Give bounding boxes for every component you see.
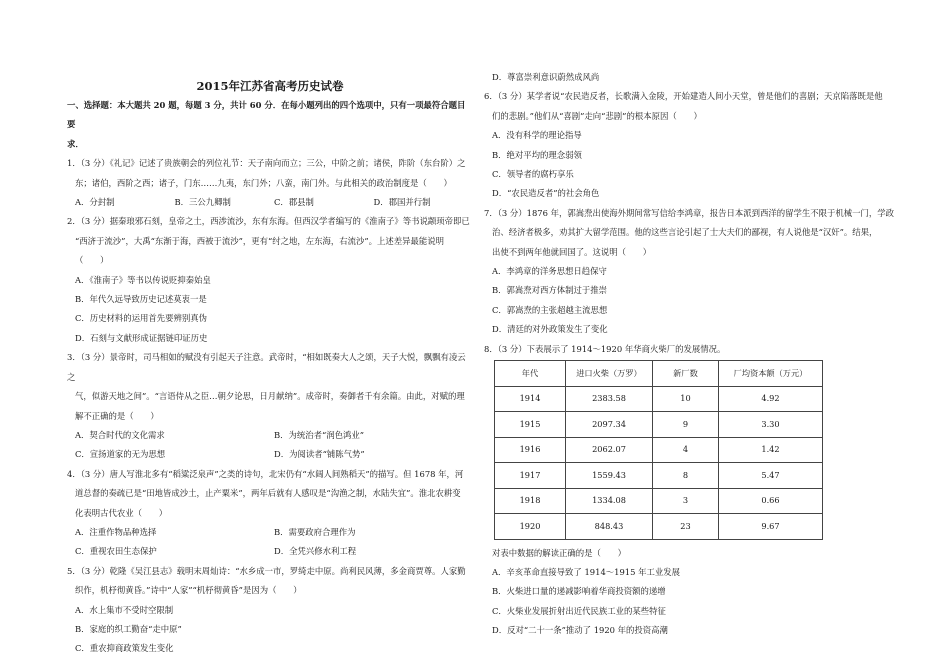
table-header-cell: 新厂数 bbox=[653, 361, 719, 387]
table-cell: 8 bbox=[653, 463, 719, 489]
answer-option: A．水上集市不受时空限制 bbox=[75, 604, 174, 615]
table-header-cell: 年代 bbox=[495, 361, 566, 387]
table-row bbox=[495, 488, 823, 514]
option-list bbox=[67, 271, 473, 349]
table-header-cell: 厂均资本额（万元） bbox=[719, 361, 823, 387]
question-stem-line: 解不正确的是（ ） bbox=[75, 410, 159, 421]
option-list bbox=[484, 126, 908, 204]
question-stem-line: 3．（3 分）景帝时，司马相如的赋没有引起天子注意。武帝时，“相如既奏大人之颂，天子大悦，飘飘有凌云之 bbox=[67, 352, 466, 382]
answer-option: B．需要政府合理作为 bbox=[274, 526, 356, 537]
question-8-options bbox=[484, 563, 908, 641]
table-header-cell: 进口火柴（万罗） bbox=[566, 361, 653, 387]
answer-option: C．重农抑商政策发生变化 bbox=[75, 643, 174, 654]
question-stem-line: 1．（3 分）《礼记》记述了贵族朝会的列位礼节：天子南向而立；三公，中阶之前；诸侯，阼阶（东台阶）之 bbox=[67, 158, 466, 169]
question-stem-line: 织作，机杼彻黄昏。”诗中“人家”“机杼彻黄昏”是因为（ ） bbox=[75, 585, 302, 596]
table-cell: 848.43 bbox=[566, 514, 653, 540]
right-column bbox=[484, 0, 908, 641]
table-cell: 23 bbox=[653, 514, 719, 540]
question-left_questions-3 bbox=[67, 465, 473, 562]
table-cell: 1915 bbox=[495, 412, 566, 438]
table-cell: 1.42 bbox=[719, 437, 823, 463]
table-body bbox=[495, 386, 823, 539]
answer-option: B．家庭的织工勤奋“走中原” bbox=[75, 623, 182, 634]
section-heading-cont: 求． bbox=[67, 138, 84, 149]
answer-option: C．火柴业发展折射出近代民族工业的某些特征 bbox=[492, 605, 666, 616]
answer-option: A．辛亥革命直接导致了 1914～1915 年工业发展 bbox=[492, 567, 680, 577]
table-row bbox=[495, 463, 823, 489]
answer-option: D．“农民造反者”的社会角色 bbox=[492, 188, 600, 199]
question-stem-line: 7．（3 分）1876 年，郭嵩焘出使海外期间常写信给李鸿章，报告日本派到西洋的留学生不限于机械一门，学政 bbox=[484, 207, 894, 218]
question-stem-line: 化表明古代农业（ ） bbox=[75, 507, 168, 518]
answer-option: A．契合时代的文化需求 bbox=[75, 429, 165, 440]
answer-option: C．郡县制 bbox=[274, 197, 314, 208]
table-cell: 1559.43 bbox=[566, 463, 653, 489]
question-stem-line: 道总督的奏疏已是“田地皆成沙土，止产粟米”，两年后就有人感叹是“沟渔之制，水陆失宜”。淮北农耕变 bbox=[75, 488, 461, 499]
answer-option: B．三公九卿制 bbox=[174, 197, 231, 208]
answer-option: C．领导者的腐朽享乐 bbox=[492, 169, 574, 180]
question-stem-line: 4．（3 分）唐人写淮北多有“稻粱泛泉声”之类的诗句，北宋仍有“水阔人间熟稻天”的描写。但 1678 年，河 bbox=[67, 468, 464, 479]
question-stem-line: “西济于流沙”，大禹“东渐于海，西被于流沙”，更有“纣之地，左东海，右流沙”。上述差异最能说明 bbox=[75, 235, 445, 246]
table-cell: 5.47 bbox=[719, 463, 823, 489]
table-cell: 1918 bbox=[495, 488, 566, 514]
option-list bbox=[67, 426, 473, 465]
answer-option: B．郭嵩焘对西方体制过于推崇 bbox=[492, 285, 608, 296]
answer-option: A．没有科学的理论指导 bbox=[492, 130, 582, 141]
answer-option: B．年代久远导致历史记述莫衷一是 bbox=[75, 294, 207, 305]
question-stem-line: 东；诸伯，西阶之西；诸子，门东……九夷，东门外；八蛮，南门外。与此相关的政治制度是（ ） bbox=[75, 177, 452, 188]
answer-option: D．反对“二十一条”推动了 1920 年的投资高潮 bbox=[492, 625, 668, 636]
right-question-list bbox=[484, 87, 908, 339]
question-stem-line: 气，似游天地之间”。“言语侍从之臣…朝夕论思，日月献纳”。成帝时，奏御者千有余篇。由此，对赋的理 bbox=[75, 391, 465, 402]
question-left_questions-4 bbox=[67, 562, 473, 659]
table-header-row bbox=[495, 361, 823, 387]
section-heading: 一、选择题：本大题共 20 题，每题 3 分，共计 60 分．在每小题列出的四个选项中，只有一项最符合题目要 bbox=[67, 100, 466, 130]
table-row bbox=[495, 386, 823, 412]
question-stem-line: 出使不到两年他就回国了。这说明（ ） bbox=[492, 246, 652, 257]
table-cell: 2062.07 bbox=[566, 437, 653, 463]
option-list bbox=[484, 262, 908, 340]
answer-option: A．分封制 bbox=[75, 197, 115, 208]
question-8 bbox=[484, 340, 908, 641]
table-row bbox=[495, 437, 823, 463]
question-stem-line: 治、经济者极多，劝其扩大留学范围。他的这些言论引起了士大夫们的鄙视，有人说他是“汉奸”。结果， bbox=[492, 227, 878, 238]
table-cell: 1916 bbox=[495, 437, 566, 463]
option-list bbox=[67, 193, 473, 212]
table-cell: 0.66 bbox=[719, 488, 823, 514]
question-left_questions-2 bbox=[67, 348, 473, 464]
table-cell: 1334.08 bbox=[566, 488, 653, 514]
match-factory-table bbox=[494, 360, 823, 540]
answer-option: C．重视农田生态保护 bbox=[75, 546, 157, 557]
table-cell: 3 bbox=[653, 488, 719, 514]
table-row bbox=[495, 514, 823, 540]
answer-option: A．《淮南子》等书以传说贬抑秦始皇 bbox=[75, 274, 211, 285]
question-left_questions-1 bbox=[67, 212, 473, 348]
question-stem-line: 5．（3 分）乾隆《吴江县志》载明末周灿诗：“水乡成一市，罗绮走中原。尚利民风薄，多金商贾尊。人家勤 bbox=[67, 565, 466, 576]
answer-option: D．石刻与文献形成证据链印证历史 bbox=[75, 332, 208, 343]
table-cell: 1917 bbox=[495, 463, 566, 489]
answer-option: D．为阅读者“铺陈气势” bbox=[274, 449, 365, 460]
answer-option: B．绝对平均的理念弱领 bbox=[492, 149, 582, 160]
option-d-q5: D．尊富崇利意识蔚然成风尚 bbox=[492, 72, 600, 82]
question-right_questions-0 bbox=[484, 87, 908, 203]
table-cell: 9 bbox=[653, 412, 719, 438]
question-stem-line: （ ） bbox=[75, 255, 109, 266]
question-stem-line: 2．（3 分）据秦琅邪石刻，皇帝之土，西涉流沙，东有东海。但西汉学者编写的《淮南子》等书说颛顼帝即已 bbox=[67, 216, 470, 227]
table-cell: 2383.58 bbox=[566, 386, 653, 412]
question-stem-line: 6．（3 分）某学者说“农民造反者，长歌满入金陵，开始建造人间小天堂，曾是他们的喜剧；天京陷落既是他 bbox=[484, 91, 883, 102]
table-cell: 3.30 bbox=[719, 412, 823, 438]
table-cell: 2097.34 bbox=[566, 412, 653, 438]
option-list bbox=[67, 601, 473, 659]
table-cell: 9.67 bbox=[719, 514, 823, 540]
answer-option: A．注重作物品种选择 bbox=[75, 526, 157, 537]
question-8-stem: 8．（3 分）下表展示了 1914～1920 年华商火柴厂的发展情况。 bbox=[484, 343, 726, 354]
question-8-prompt: 对表中数据的解读正确的是（ ） bbox=[492, 547, 626, 558]
option-list bbox=[67, 523, 473, 562]
table-cell: 1920 bbox=[495, 514, 566, 540]
table-cell: 4.92 bbox=[719, 386, 823, 412]
answer-option: D．清廷的对外政策发生了变化 bbox=[492, 324, 608, 335]
left-column bbox=[67, 0, 473, 659]
question-stem-line: 们的悲剧。”他们从“喜剧”走向“悲剧”的根本原因（ ） bbox=[492, 110, 702, 121]
left-question-list bbox=[67, 154, 473, 659]
table-row bbox=[495, 412, 823, 438]
answer-option: C．郭嵩焘的主张超越主流思想 bbox=[492, 304, 608, 315]
answer-option: D．全凭兴修水利工程 bbox=[274, 546, 357, 557]
table-cell: 10 bbox=[653, 386, 719, 412]
question-left_questions-0 bbox=[67, 154, 473, 212]
table-cell: 4 bbox=[653, 437, 719, 463]
page-title: 2015年江苏省高考历史试卷 bbox=[196, 79, 344, 93]
answer-option: C．历史材料的运用首先要辨别真伪 bbox=[75, 313, 208, 324]
answer-option: A．李鸿章的洋务思想日趋保守 bbox=[492, 266, 607, 277]
question-right_questions-1 bbox=[484, 204, 908, 340]
answer-option: D．郡国并行制 bbox=[373, 197, 431, 208]
table-cell: 1914 bbox=[495, 386, 566, 412]
answer-option: B．为统治者“润色鸿业” bbox=[274, 429, 365, 440]
answer-option: B．火柴进口量的递减影响着华商投资额的递增 bbox=[492, 586, 666, 597]
answer-option: C．宣扬道家的无为思想 bbox=[75, 449, 166, 460]
